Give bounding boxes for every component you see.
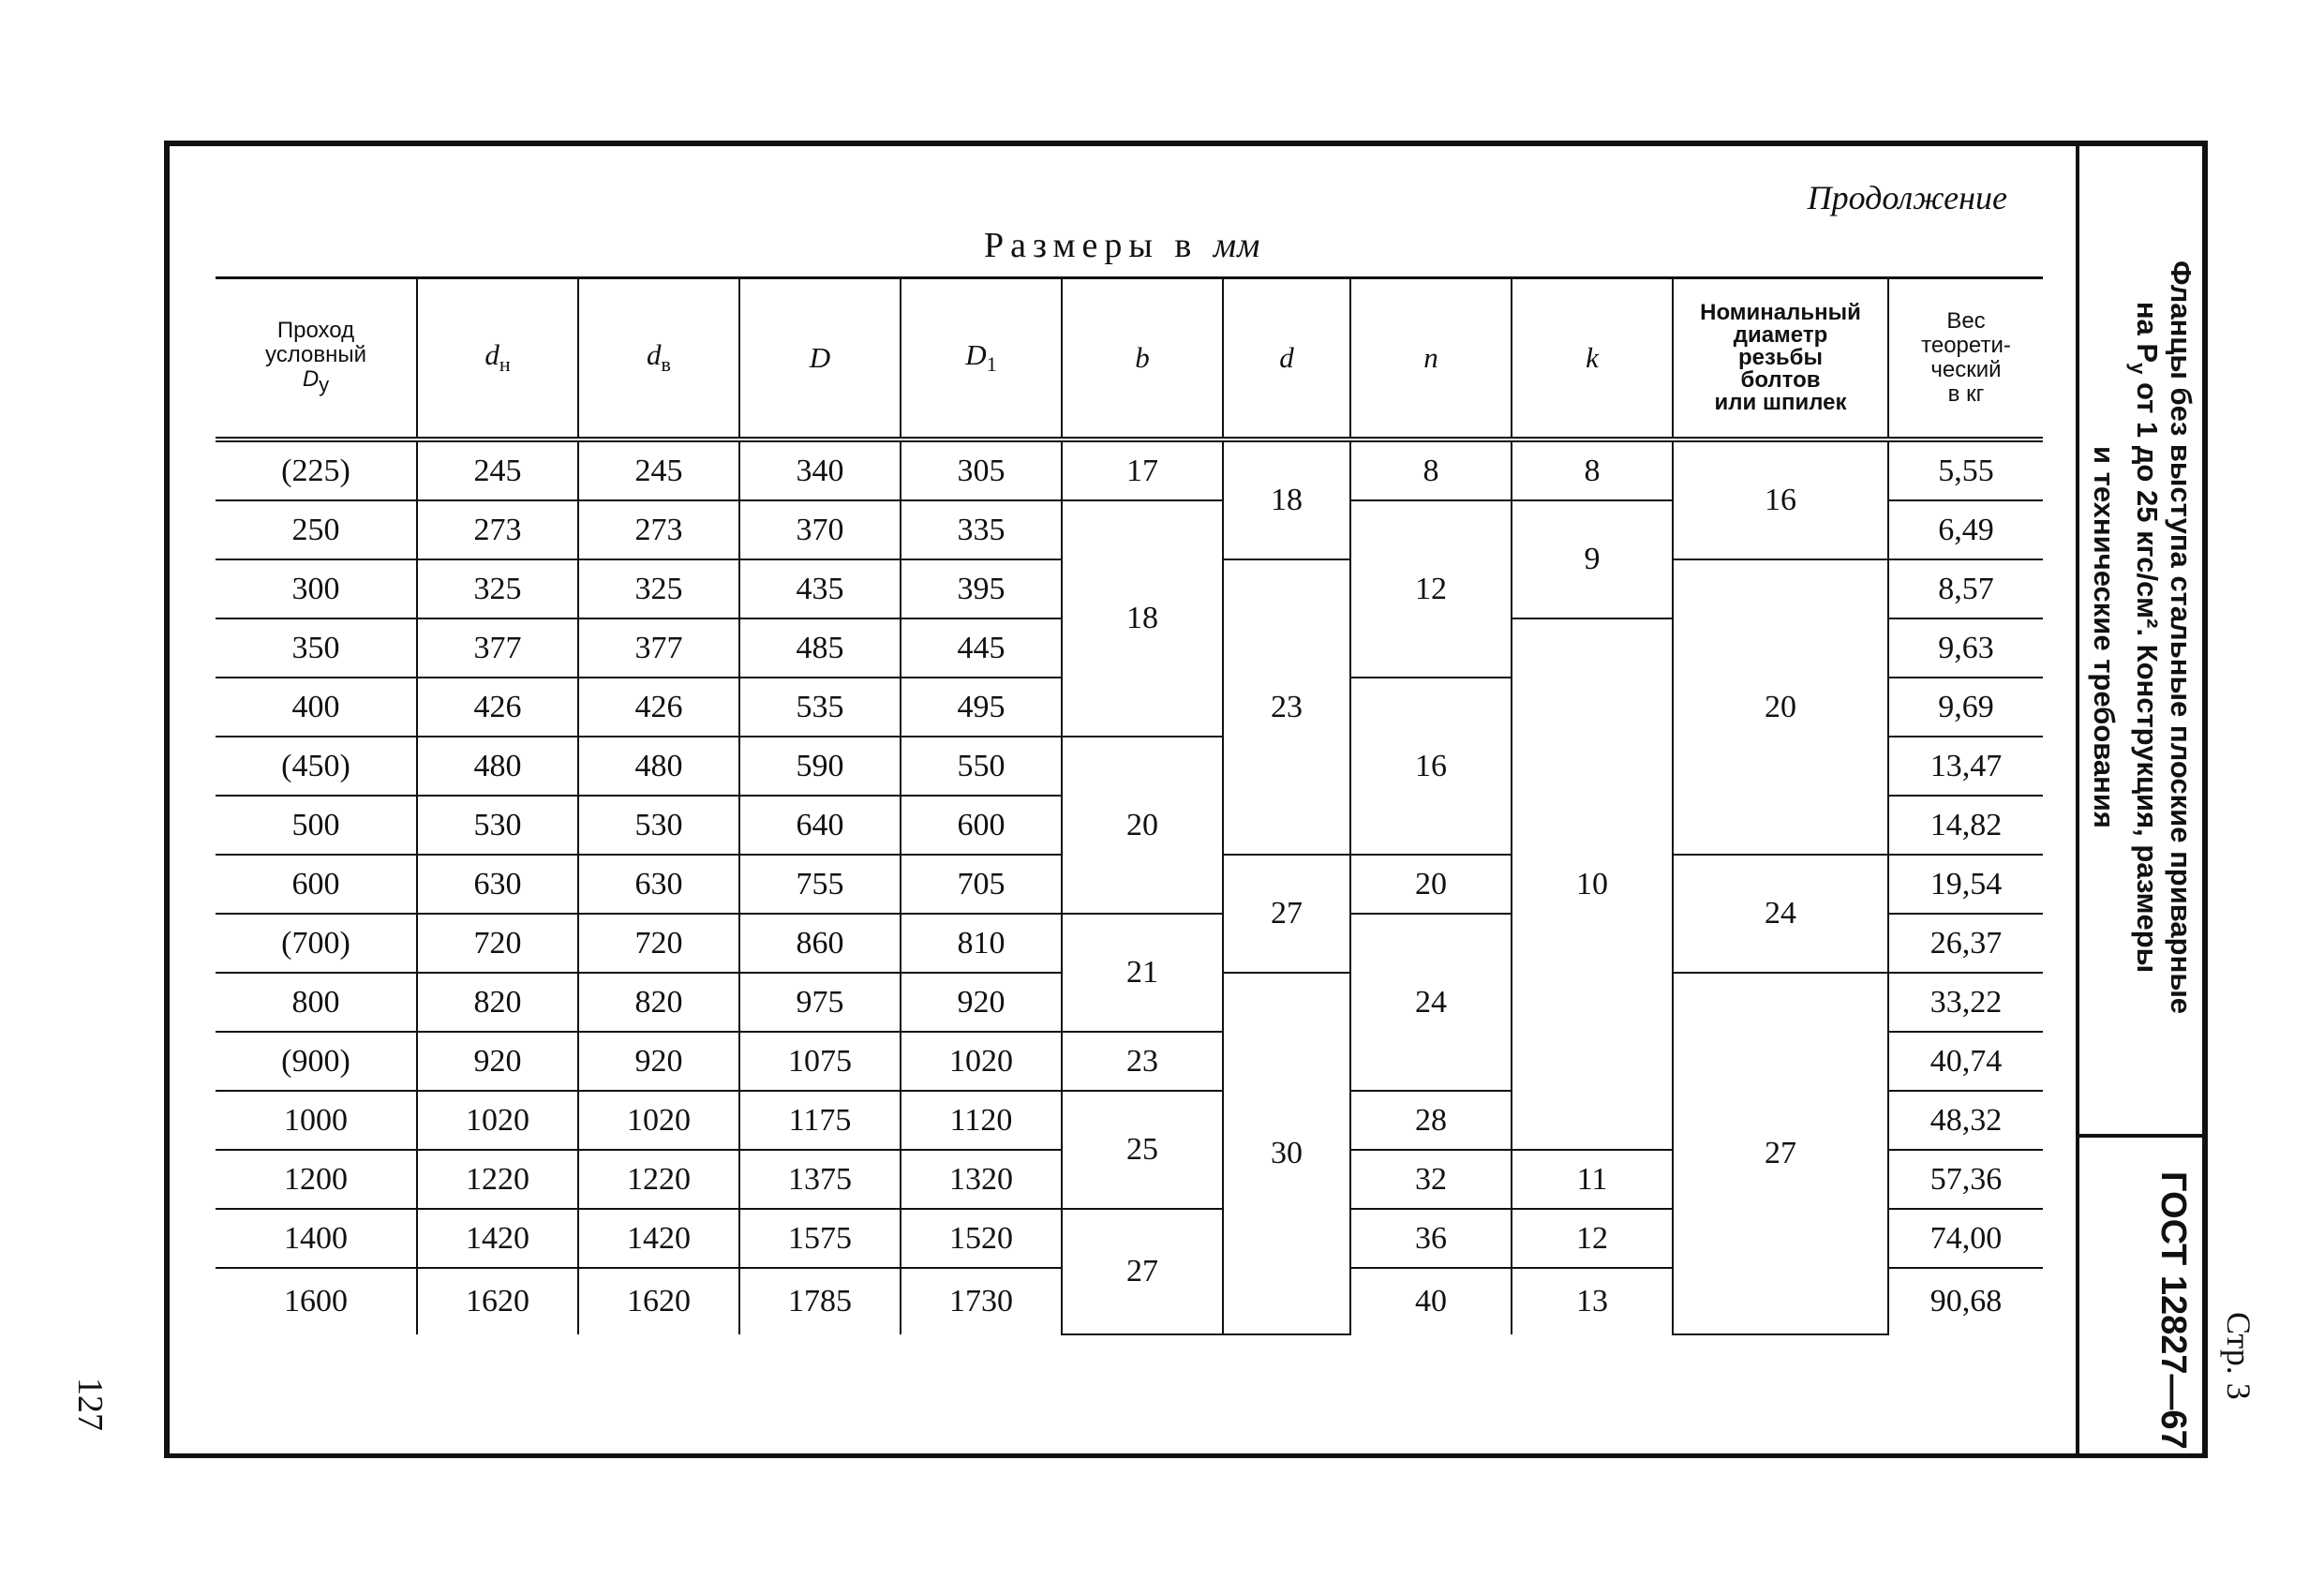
flange-dimensions-table — [216, 276, 2043, 1335]
cell-dy: 1600 — [216, 1268, 417, 1334]
header-dv: $d_в$ — [578, 278, 739, 440]
cell-D: 590 — [739, 737, 901, 796]
cell-dy: (450) — [216, 737, 417, 796]
cell-dv: 1220 — [578, 1150, 739, 1209]
cell-weight: 57,36 — [1888, 1150, 2043, 1209]
cell-d: 18 — [1223, 439, 1350, 559]
continuation-label: Продолжение — [1807, 179, 2007, 216]
cell-dn: 325 — [417, 559, 578, 618]
sheet-page-label: Стр. 3 — [2220, 1312, 2257, 1400]
cell-D: 975 — [739, 973, 901, 1032]
header-dn: $d_н$ — [417, 278, 578, 440]
cell-k: 9 — [1512, 500, 1673, 618]
page-number: 127 — [70, 1378, 110, 1431]
cell-b: 27 — [1062, 1209, 1223, 1334]
cell-weight: 14,82 — [1888, 796, 2043, 855]
cell-n: 8 — [1350, 439, 1512, 500]
cell-dv: 530 — [578, 796, 739, 855]
cell-thread: 20 — [1673, 559, 1888, 855]
cell-D: 1175 — [739, 1091, 901, 1150]
cell-dv: 480 — [578, 737, 739, 796]
cell-dv: 1020 — [578, 1091, 739, 1150]
cell-k: 10 — [1512, 618, 1673, 1150]
cell-dn: 1420 — [417, 1209, 578, 1268]
cell-D1: 550 — [901, 737, 1062, 796]
cell-weight: 74,00 — [1888, 1209, 2043, 1268]
cell-dy: (225) — [216, 439, 417, 500]
cell-D1: 1730 — [901, 1268, 1062, 1334]
cell-dn: 377 — [417, 618, 578, 678]
cell-dv: 720 — [578, 914, 739, 973]
cell-n: 16 — [1350, 678, 1512, 855]
cell-dv: 377 — [578, 618, 739, 678]
cell-k: 8 — [1512, 439, 1673, 500]
cell-D: 370 — [739, 500, 901, 559]
cell-weight: 40,74 — [1888, 1032, 2043, 1091]
cell-dn: 426 — [417, 678, 578, 737]
cell-thread: 24 — [1673, 855, 1888, 973]
cell-D: 485 — [739, 618, 901, 678]
header-d: d — [1223, 278, 1350, 440]
frame-bottom-border — [164, 1453, 2207, 1458]
cell-dn: 920 — [417, 1032, 578, 1091]
cell-weight: 33,22 — [1888, 973, 2043, 1032]
cell-dy: 800 — [216, 973, 417, 1032]
cell-D1: 445 — [901, 618, 1062, 678]
table-row — [216, 439, 2043, 500]
cell-thread: 16 — [1673, 439, 1888, 559]
cell-dn: 245 — [417, 439, 578, 500]
cell-dv: 245 — [578, 439, 739, 500]
cell-D1: 1520 — [901, 1209, 1062, 1268]
cell-dn: 273 — [417, 500, 578, 559]
cell-b: 17 — [1062, 439, 1223, 500]
cell-n: 32 — [1350, 1150, 1512, 1209]
cell-dy: 250 — [216, 500, 417, 559]
cell-D1: 600 — [901, 796, 1062, 855]
cell-k: 11 — [1512, 1150, 1673, 1209]
cell-dn: 1020 — [417, 1091, 578, 1150]
cell-D: 435 — [739, 559, 901, 618]
header-dy: Проход условный $D_у$ — [216, 278, 417, 440]
header-b: b — [1062, 278, 1223, 440]
header-thread-diameter: Номинальный диаметр резьбы болтов или шпилек — [1673, 278, 1888, 440]
cell-dy: 500 — [216, 796, 417, 855]
units-caption: Размеры в мм — [984, 226, 1261, 265]
cell-b: 23 — [1062, 1032, 1223, 1091]
cell-n: 20 — [1350, 855, 1512, 914]
cell-D1: 395 — [901, 559, 1062, 618]
cell-weight: 6,49 — [1888, 500, 2043, 559]
frame-right-border — [2202, 141, 2208, 1458]
cell-D: 1075 — [739, 1032, 901, 1091]
header-n: n — [1350, 278, 1512, 440]
cell-weight: 26,37 — [1888, 914, 2043, 973]
cell-dv: 273 — [578, 500, 739, 559]
header-D1: $D_1$ — [901, 278, 1062, 440]
cell-D1: 1120 — [901, 1091, 1062, 1150]
cell-weight: 8,57 — [1888, 559, 2043, 618]
cell-D1: 810 — [901, 914, 1062, 973]
cell-D1: 1020 — [901, 1032, 1062, 1091]
cell-dy: 400 — [216, 678, 417, 737]
cell-weight: 9,69 — [1888, 678, 2043, 737]
cell-b: 20 — [1062, 737, 1223, 914]
header-D: D — [739, 278, 901, 440]
cell-dv: 820 — [578, 973, 739, 1032]
cell-b: 18 — [1062, 500, 1223, 737]
cell-dv: 1620 — [578, 1268, 739, 1334]
cell-D: 755 — [739, 855, 901, 914]
header-row — [216, 278, 2043, 440]
cell-dn: 530 — [417, 796, 578, 855]
cell-dy: 350 — [216, 618, 417, 678]
cell-dy: 600 — [216, 855, 417, 914]
cell-n: 28 — [1350, 1091, 1512, 1150]
cell-weight: 13,47 — [1888, 737, 2043, 796]
cell-dv: 1420 — [578, 1209, 739, 1268]
cell-weight: 48,32 — [1888, 1091, 2043, 1150]
cell-dv: 426 — [578, 678, 739, 737]
cell-d: 30 — [1223, 973, 1350, 1334]
cell-weight: 90,68 — [1888, 1268, 2043, 1334]
cell-d: 27 — [1223, 855, 1350, 973]
cell-D1: 1320 — [901, 1150, 1062, 1209]
side-panel-divider — [2076, 145, 2079, 1453]
cell-b: 25 — [1062, 1091, 1223, 1209]
side-panel-rule — [2079, 1134, 2202, 1138]
cell-dn: 480 — [417, 737, 578, 796]
cell-D1: 705 — [901, 855, 1062, 914]
cell-k: 12 — [1512, 1209, 1673, 1268]
cell-dn: 1220 — [417, 1150, 578, 1209]
cell-b: 21 — [1062, 914, 1223, 1032]
cell-D1: 495 — [901, 678, 1062, 737]
cell-dn: 820 — [417, 973, 578, 1032]
cell-weight: 9,63 — [1888, 618, 2043, 678]
cell-n: 36 — [1350, 1209, 1512, 1268]
cell-n: 24 — [1350, 914, 1512, 1091]
cell-dn: 720 — [417, 914, 578, 973]
cell-dn: 1620 — [417, 1268, 578, 1334]
cell-weight: 19,54 — [1888, 855, 2043, 914]
header-weight: Вес теорети- ческий в кг — [1888, 278, 2043, 440]
cell-D: 1575 — [739, 1209, 901, 1268]
cell-dy: (900) — [216, 1032, 417, 1091]
cell-D: 640 — [739, 796, 901, 855]
cell-D1: 920 — [901, 973, 1062, 1032]
cell-dy: 1200 — [216, 1150, 417, 1209]
cell-D: 860 — [739, 914, 901, 973]
document-title: Фланцы без выступа стальные плоские приварные на $P_у$ от 1 до 25 кгс/см². Конструкция, размеры и технические требования — [2087, 260, 2197, 1015]
cell-dv: 325 — [578, 559, 739, 618]
cell-dy: (700) — [216, 914, 417, 973]
frame-left-border — [164, 141, 170, 1457]
cell-dv: 630 — [578, 855, 739, 914]
cell-k: 13 — [1512, 1268, 1673, 1334]
header-k: k — [1512, 278, 1673, 440]
cell-D1: 335 — [901, 500, 1062, 559]
cell-weight: 5,55 — [1888, 439, 2043, 500]
frame-top-border — [164, 141, 2207, 146]
cell-thread: 27 — [1673, 973, 1888, 1334]
cell-dn: 630 — [417, 855, 578, 914]
cell-dy: 300 — [216, 559, 417, 618]
cell-n: 12 — [1350, 500, 1512, 678]
cell-dy: 1000 — [216, 1091, 417, 1150]
gost-number: ГОСТ 12827—67 — [2153, 1171, 2193, 1450]
cell-D1: 305 — [901, 439, 1062, 500]
cell-dv: 920 — [578, 1032, 739, 1091]
cell-D: 535 — [739, 678, 901, 737]
cell-n: 40 — [1350, 1268, 1512, 1334]
cell-D: 1375 — [739, 1150, 901, 1209]
cell-D: 1785 — [739, 1268, 901, 1334]
cell-d: 23 — [1223, 559, 1350, 855]
cell-D: 340 — [739, 439, 901, 500]
cell-dy: 1400 — [216, 1209, 417, 1268]
